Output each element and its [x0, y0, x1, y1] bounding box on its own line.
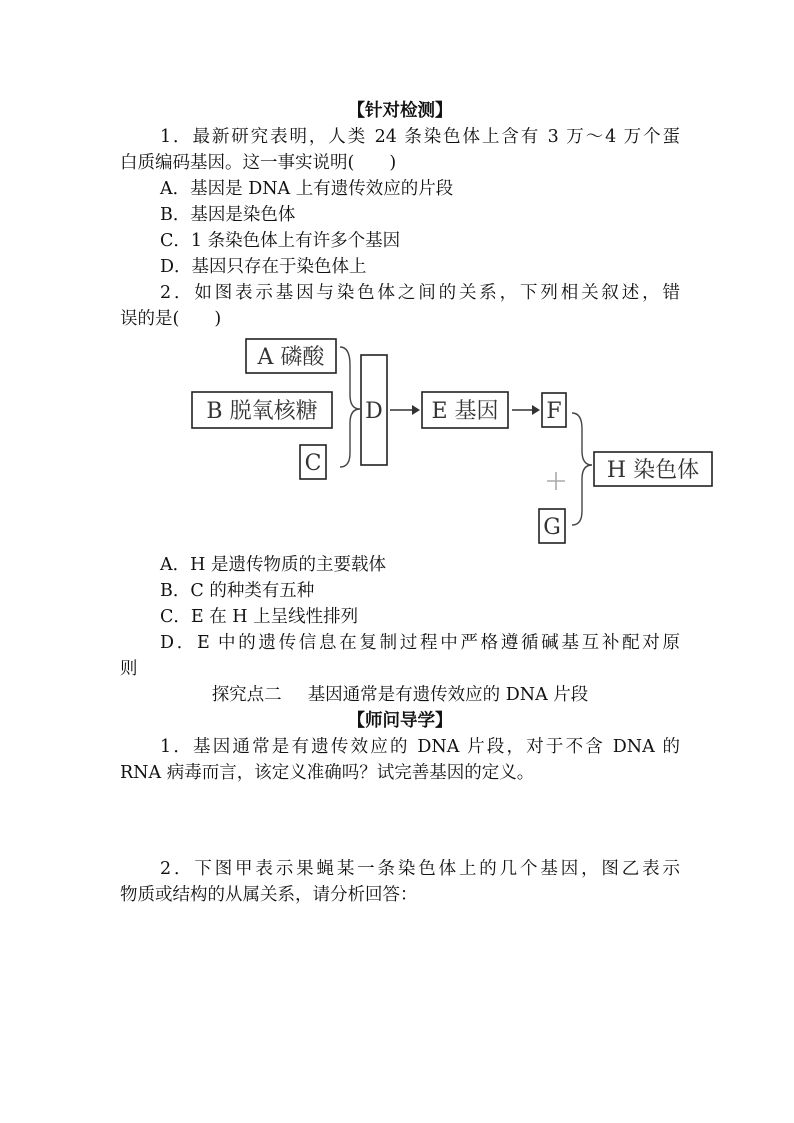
q2-option-c: C．E 在 H 上呈线性排列	[160, 607, 359, 627]
box-h-label: H 染色体	[606, 458, 700, 483]
box-f-label: F	[546, 399, 562, 424]
q1-option-b: B．基因是染色体	[160, 205, 296, 225]
q2-option-b: B．C 的种类有五种	[160, 581, 315, 601]
s2-q1-line1: 1．基因通常是有遗传效应的 DNA 片段，对于不含 DNA 的	[160, 737, 680, 757]
q1-stem-line2: 白质编码基因。这一事实说明( )	[120, 153, 397, 173]
section-heading-teacher: 【师问导学】	[347, 711, 453, 731]
left-brace	[340, 347, 360, 467]
q2-option-d: D．E 中的遗传信息在复制过程中严格遵循碱基互补配对原	[160, 633, 680, 653]
box-c-label: C	[304, 451, 322, 476]
q2-stem-line1: 2．如图表示基因与染色体之间的关系，下列相关叙述，错	[160, 283, 680, 303]
box-g-label: G	[543, 515, 561, 540]
q1-option-c: C．1 条染色体上有许多个基因	[160, 231, 401, 251]
q2-stem-line2: 误的是( )	[120, 309, 222, 329]
q2-option-d-continuation: 则	[120, 659, 138, 679]
s2-q2-line2: 物质或结构的从属关系，请分析回答：	[120, 885, 418, 905]
q1-option-d: D．基因只存在于染色体上	[160, 257, 367, 277]
q2-option-a: A．H 是遗传物质的主要载体	[160, 555, 386, 575]
section2-title-prefix: 探究点二	[211, 685, 282, 705]
section-heading-check: 【针对检测】	[347, 101, 453, 121]
box-d-label: D	[365, 399, 383, 424]
arrow-e-f-head	[532, 405, 540, 415]
section2-title-text: 基因通常是有遗传效应的 DNA 片段	[307, 685, 589, 705]
box-e-label: E 基因	[431, 399, 499, 424]
s2-q1-line2: RNA 病毒而言，该定义准确吗？试完善基因的定义。	[120, 763, 535, 783]
box-a-label: A 磷酸	[257, 345, 325, 370]
box-b-label: B 脱氧核糖	[206, 399, 318, 424]
section2-title	[120, 682, 680, 708]
right-brace	[572, 413, 592, 525]
s2-q2-line1: 2．下图甲表示果蝇某一条染色体上的几个基因，图乙表示	[160, 859, 680, 879]
gene-chromosome-diagram	[190, 335, 720, 550]
q1-stem-line1: 1．最新研究表明，人类 24 条染色体上含有 3 万～4 万个蛋	[160, 127, 680, 147]
q1-option-a: A．基因是 DNA 上有遗传效应的片段	[160, 179, 454, 199]
arrow-d-e-head	[412, 405, 420, 415]
